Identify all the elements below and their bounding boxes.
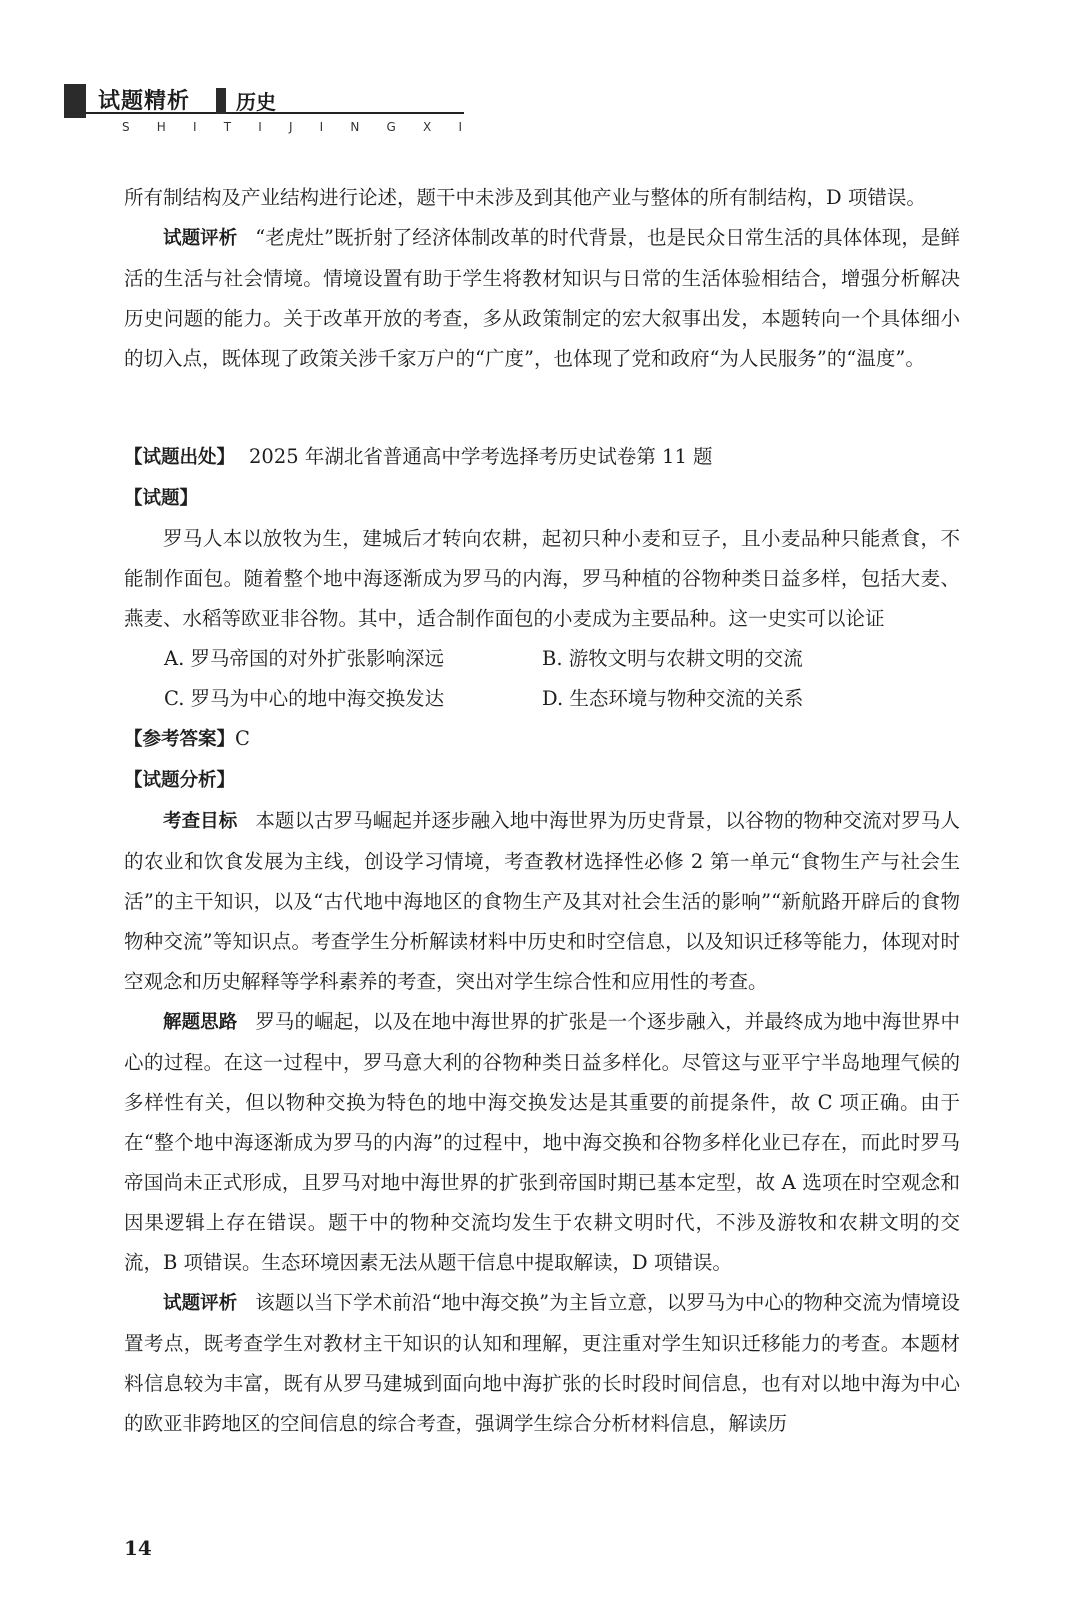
target-text: 本题以古罗马崛起并逐步融入地中海世界为历史背景，以谷物的物种交流对罗马人的农业和饮食发展为主线，创设学习情境，考查教材选择性必修 2 第一单元“食物生产与社会生活”的主干知识，以及“古代地中海地区的食物生产及其对社会生活的影响”“新航路开辟后的食物物种交流”等知识点。考查学生分析解读材料中历史和时空信息，以及知识迁移等能力，体现对时空观念和历史解释等学科素养的考查，突出对学生综合性和应用性的考查。 — [124, 809, 960, 993]
question-source — [124, 437, 960, 478]
source-text: 2025 年湖北省普通高中学考选择考历史试卷第 11 题 — [249, 445, 713, 468]
analysis-label: 【试题分析】 — [124, 770, 236, 791]
pinyin-letter: I — [258, 120, 262, 134]
reference-answer — [124, 719, 960, 760]
approach-text: 罗马的崛起，以及在地中海世界的扩张是一个逐步融入，并最终成为地中海世界中心的过程。在这一过程中，罗马意大利的谷物种类日益多样化。尽管这与亚平宁半岛地理气候的多样性有关，但以物种交换为特色的地中海交换发达是其重要的前提条件，故 C 项正确。由于在“整个地中海逐渐成为罗马的内海”的过程中，地中海交换和谷物多样化业已存在，而此时罗马帝国尚未正式形成，且罗马对地中海世界的扩张到帝国时期已基本定型，故 A 选项在时空观念和因果逻辑上存在错误。题干中的物种交流均发生于农耕文明时代，不涉及游牧和农耕文明的交流，B 项错误。生态环境因素无法从题干信息中提取解读，D 项错误。 — [124, 1010, 960, 1274]
section-gap — [124, 379, 960, 437]
option-b: B. 游牧文明与农耕文明的交流 — [542, 647, 803, 670]
prev-review-paragraph — [124, 218, 960, 379]
subject-label: 历史 — [236, 90, 276, 114]
page-body — [124, 178, 960, 1444]
prev-review-text: “老虎灶”既折射了经济体制改革的时代背景，也是民众日常生活的具体体现，是鲜活的生活与社会情境。情境设置有助于学生将教材知识与日常的生活体验相结合，增强分析解决历史问题的能力。关于改革开放的考查，多从政策制定的宏大叙事出发，本题转向一个具体细小的切入点，既体现了政策关涉千家万户的“广度”，也体现了党和政府“为人民服务”的“温度”。 — [124, 226, 960, 370]
target-label: 考查目标 — [163, 811, 238, 832]
question-label: 【试题】 — [124, 488, 199, 509]
running-header — [64, 76, 464, 146]
pinyin-letter: J — [288, 120, 293, 134]
pinyin-letter: G — [386, 120, 396, 134]
pinyin-letter: T — [223, 120, 232, 134]
pinyin-letter: N — [350, 120, 360, 134]
pinyin-letter: X — [423, 120, 432, 134]
book-title: 试题精析 — [98, 89, 191, 114]
approach-label: 解题思路 — [163, 1012, 238, 1033]
target-paragraph — [124, 801, 960, 1002]
option-c: C. 罗马为中心的地中海交换发达 — [164, 687, 445, 710]
question-heading — [124, 478, 960, 519]
option-d: D. 生态环境与物种交流的关系 — [542, 687, 804, 710]
review-label: 试题评析 — [163, 1293, 238, 1314]
review-paragraph — [124, 1283, 960, 1444]
header-divider — [216, 88, 226, 114]
question-options — [124, 639, 960, 719]
pinyin-line — [122, 120, 462, 134]
pinyin-letter: H — [156, 120, 166, 134]
prev-question-tail: 所有制结构及产业结构进行论述，题干中未涉及到其他产业与整体的所有制结构，D 项错误。 — [124, 186, 926, 209]
pinyin-letter: I — [193, 120, 197, 134]
page-number: 14 — [124, 1536, 152, 1560]
question-stem: 罗马人本以放牧为生，建城后才转向农耕，起初只种小麦和豆子，且小麦品种只能煮食，不能制作面包。随着整个地中海逐渐成为罗马的内海，罗马种植的谷物种类日益多样，包括大麦、燕麦、水稻等欧亚非谷物。其中，适合制作面包的小麦成为主要品种。这一史实可以论证 — [124, 527, 960, 630]
prev-review-label: 试题评析 — [163, 228, 238, 249]
answer-value: C — [235, 727, 250, 750]
analysis-heading — [124, 760, 960, 801]
pinyin-letter: I — [319, 120, 324, 134]
approach-paragraph — [124, 1002, 960, 1283]
source-label: 【试题出处】 — [124, 447, 236, 468]
header-block — [64, 84, 86, 118]
option-a: A. 罗马帝国的对外扩张影响深远 — [164, 647, 444, 670]
pinyin-letter: S — [122, 120, 130, 134]
answer-label: 【参考答案】 — [124, 729, 236, 750]
pinyin-letter: I — [458, 120, 462, 134]
review-text: 该题以当下学术前沿“地中海交换”为主旨立意，以罗马为中心的物种交流为情境设置考点，既考查学生对教材主干知识的认知和理解，更注重对学生知识迁移能力的考查。本题材料信息较为丰富，既有从罗马建城到面向地中海扩张的长时段时间信息，也有对以地中海为中心的欧亚非跨地区的空间信息的综合考查，强调学生综合分析材料信息，解读历 — [124, 1291, 960, 1435]
